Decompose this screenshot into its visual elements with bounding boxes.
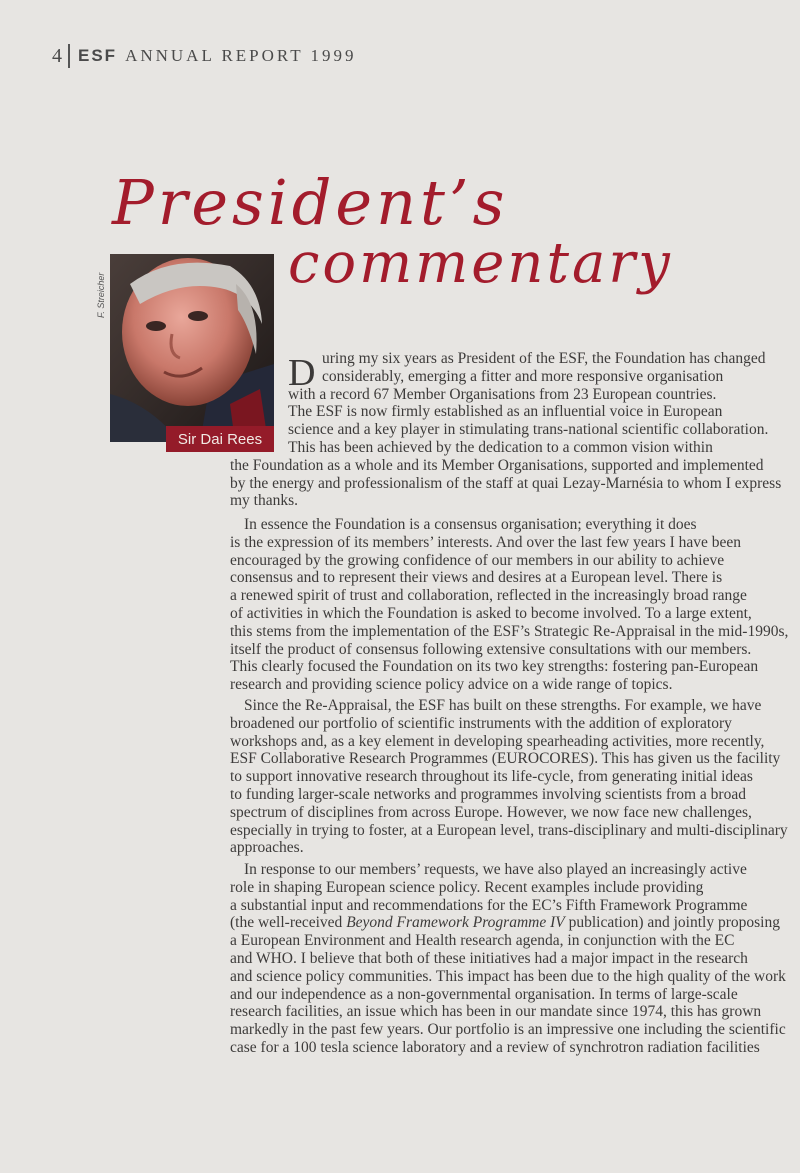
paragraph-line: this stems from the implementation of the ESF’s Strategic Re-Appraisal in the mid-1990s, (230, 622, 789, 640)
paragraph-line: This clearly focused the Foundation on its two key strengths: fostering pan-European (230, 658, 759, 676)
body-paragraph-1 (230, 516, 789, 694)
lead-line: the Foundation as a whole and its Member Organisations, supported and implemented (230, 456, 764, 474)
paragraph-line: to funding larger-scale networks and programmes involving scientists from a broad (230, 785, 746, 803)
lead-line: uring my six years as President of the ESF, the Foundation has changed (322, 350, 766, 367)
page-number: 4 (52, 44, 62, 67)
header-org: ESF (78, 46, 118, 65)
paragraph-line: spectrum of disciplines from across Europe. However, we now face new challenges, (230, 803, 752, 821)
body-paragraph-2 (230, 697, 788, 857)
lead-line: by the energy and professionalism of the staff at quai Lezay-Marnésia to whom I express (230, 474, 782, 492)
paragraph-line: and our independence as a non-governmental organisation. In terms of large-scale (230, 985, 738, 1003)
paragraph-line: to support innovative research throughout its life-cycle, from generating initial ideas (230, 768, 753, 786)
header-report-title: ANNUAL REPORT 1999 (125, 46, 357, 65)
italic-publication-title: Beyond Framework Programme IV (346, 914, 565, 932)
header-divider (68, 44, 70, 68)
paragraph-line: In essence the Foundation is a consensus organisation; everything it does (244, 516, 697, 533)
page-title-line2: commentary (288, 231, 673, 296)
paragraph-line: Since the Re-Appraisal, the ESF has built on these strengths. For example, we have (244, 697, 762, 714)
paragraph-line: is the expression of its members’ interests. And over the last few years I have been (230, 533, 742, 551)
paragraph-line: of activities in which the Foundation is asked to become involved. To a large extent, (230, 604, 752, 622)
paragraph-line: case for a 100 tesla science laboratory and a review of synchrotron radiation facilities (230, 1038, 760, 1056)
paragraph-line: encouraged by the growing confidence of our members in our ability to achieve (230, 551, 725, 569)
paragraph-line: ESF Collaborative Research Programmes (EUROCORES). This has given us the facility (230, 750, 781, 768)
paragraph-line: a substantial input and recommendations for the EC’s Fifth Framework Programme (230, 896, 748, 914)
paragraph-line: itself the product of consensus following extensive consultations with our members. (230, 640, 752, 658)
lead-line: my thanks. (230, 492, 299, 510)
paragraph-line: a European Environment and Health research agenda, in conjunction with the EC (230, 932, 735, 950)
paragraph-line (230, 914, 780, 932)
photo-credit: F. Streicher (96, 272, 106, 318)
body-paragraph-3 (230, 861, 786, 1057)
paragraph-line: role in shaping European science policy. Recent examples include providing (230, 878, 704, 896)
drop-cap: D (288, 352, 316, 394)
paragraph-line: broadened our portfolio of scientific instruments with the addition of exploratory (230, 714, 732, 732)
paragraph-line: and science policy communities. This impact has been due to the high quality of the work (230, 967, 786, 985)
paragraph-line: a renewed spirit of trust and collaboration, reflected in the increasingly broad range (230, 587, 747, 605)
paragraph-line: especially in trying to foster, at a European level, trans-disciplinary and multi-disciplinary (230, 821, 788, 839)
paragraph-line: consensus and to represent their views and desires at a European level. There is (230, 569, 723, 587)
paragraph-line: workshops and, as a key element in developing spearheading activities, more recently, (230, 732, 765, 750)
lead-line: The ESF is now firmly established as an influential voice in European (288, 403, 723, 421)
paragraph-line: markedly in the past few years. Our portfolio is an impressive one including the scientific (230, 1021, 786, 1039)
lead-line: with a record 67 Member Organisations from 23 European countries. (288, 385, 717, 403)
lead-line: science and a key player in stimulating trans-national scientific collaboration. (288, 421, 769, 439)
paragraph-line-end: publication) and jointly proposing (564, 914, 780, 932)
paragraph-line-start: (the well-received (230, 914, 347, 932)
paragraph-line: approaches. (230, 839, 304, 857)
page-title-line1: President’s (112, 166, 509, 239)
lead-line: This has been achieved by the dedication to a common vision within (288, 438, 713, 456)
lead-line: considerably, emerging a fitter and more responsive organisation (322, 367, 724, 385)
photo-caption: Sir Dai Rees (166, 426, 274, 452)
running-header (52, 44, 357, 68)
paragraph-line: and WHO. I believe that both of these initiatives had a major impact in the research (230, 949, 748, 967)
lead-paragraph (230, 350, 782, 510)
paragraph-line: In response to our members’ requests, we have also played an increasingly active (244, 861, 747, 878)
paragraph-line: research facilities, an issue which has been in our mandate since 1974, this has grown (230, 1003, 762, 1021)
paragraph-line: research and providing science policy advice on a wide range of topics. (230, 676, 673, 694)
